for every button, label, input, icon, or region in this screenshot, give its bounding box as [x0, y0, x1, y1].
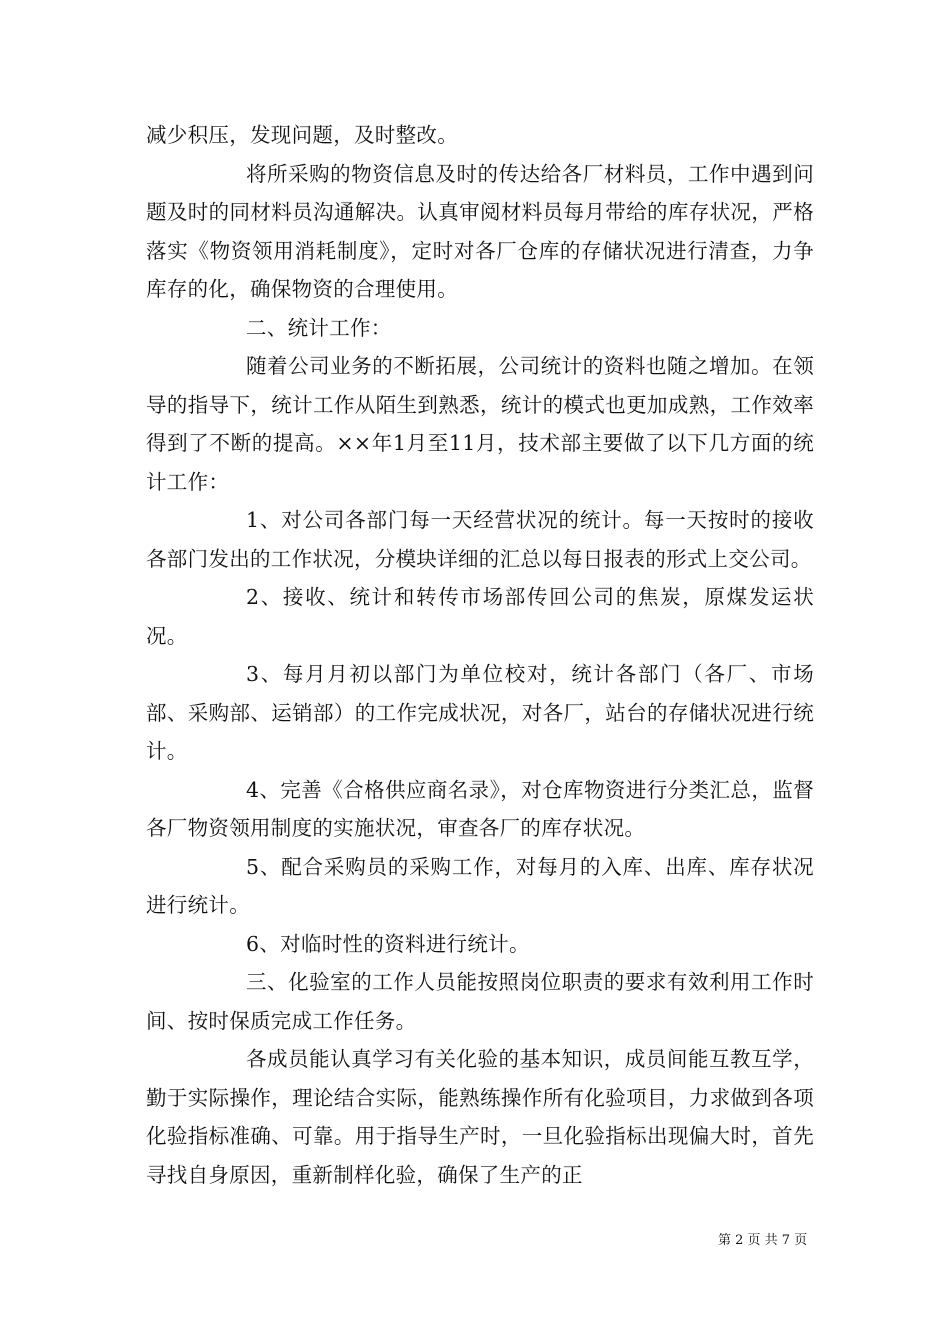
list-item: 2、接收、统计和转传市场部传回公司的焦炭，原煤发运状况。: [146, 585, 814, 648]
document-body: [146, 116, 814, 1194]
paragraph: 各成员能认真学习有关化验的基本知识，成员间能互教互学，勤于实际操作，理论结合实际，能熟练操作所有化验项目，力求做到各项化验指标准确、可靠。用于指导生产时，一旦化验指标出现偏大时，首先寻找自身原因，重新制样化验，确保了生产的正: [146, 1047, 814, 1187]
list-item: 1、对公司各部门每一天经营状况的统计。每一天按时的接收各部门发出的工作状况，分模块详细的汇总以每日报表的形式上交公司。: [146, 508, 814, 571]
paragraph: 随着公司业务的不断拓展，公司统计的资料也随之增加。在领导的指导下，统计工作从陌生到熟悉，统计的模式也更加成熟，工作效率得到了不断的提高。××年1月至11月，技术部主要做了以下几方面的统计工作：: [146, 354, 814, 494]
page-number: 第 2 页 共 7 页: [718, 1233, 808, 1248]
list-item: 6、对临时性的资料进行统计。: [246, 931, 530, 956]
section-heading-statistics: 二、统计工作：: [246, 315, 392, 340]
list-item: 3、每月月初以部门为单位校对，统计各部门（各厂、市场部、采购部、运销部）的工作完成状况，对各厂，站台的存储状况进行统计。: [146, 662, 814, 763]
list-item: 4、完善《合格供应商名录》，对仓库物资进行分类汇总，监督各厂物资领用制度的实施状况，审查各厂的库存状况。: [146, 777, 814, 840]
list-item: 5、配合采购员的采购工作，对每月的入库、出库、库存状况进行统计。: [146, 854, 814, 917]
section-heading-lab: 三、化验室的工作人员能按照岗位职责的要求有效利用工作时间、按时保质完成工作任务。: [146, 970, 814, 1033]
paragraph: 减少积压，发现问题，及时整改。: [146, 123, 458, 147]
paragraph: 将所采购的物资信息及时的传达给各厂材料员，工作中遇到问题及时的同材料员沟通解决。认真审阅材料员每月带给的库存状况，严格落实《物资领用消耗制度》，定时对各厂仓库的存储状况进行清查，力争库存的化，确保物资的合理使用。: [146, 161, 814, 301]
